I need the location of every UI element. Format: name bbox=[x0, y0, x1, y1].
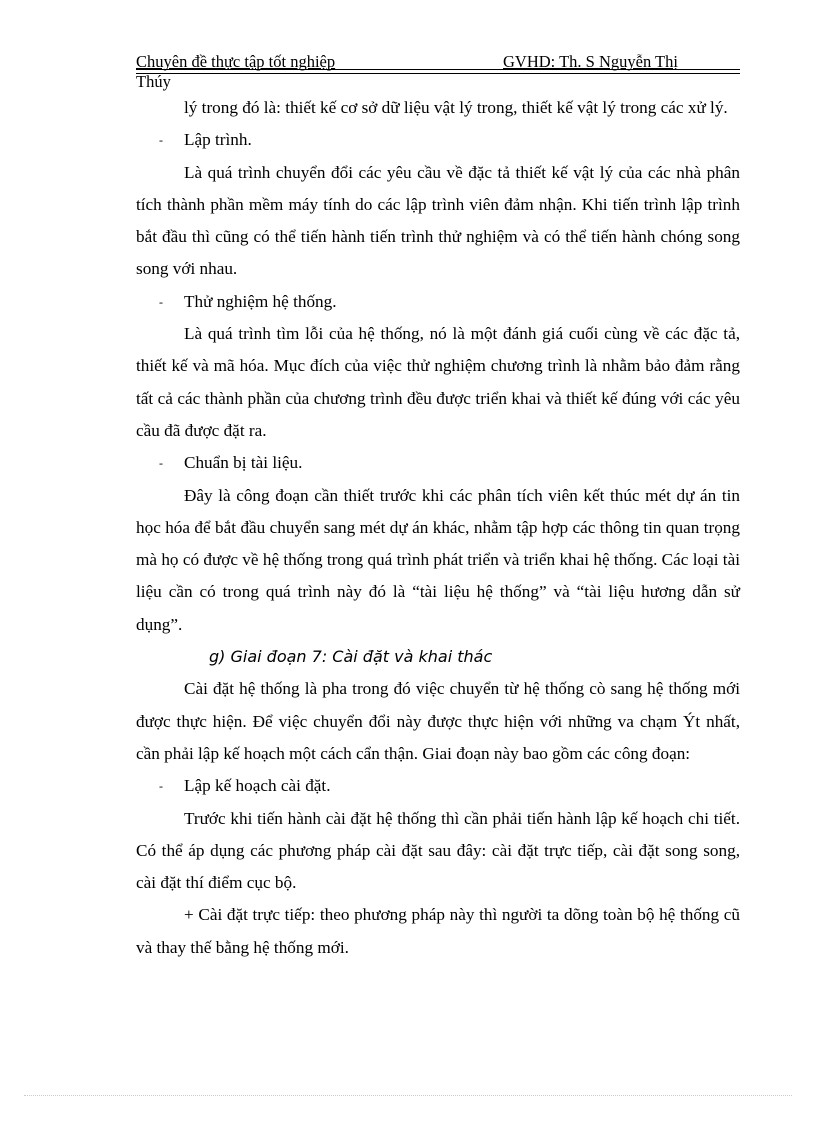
header-title: Chuyên đề thực tập tốt nghiệp bbox=[136, 52, 336, 71]
header-rule bbox=[136, 69, 740, 70]
bullet-dash: - bbox=[159, 456, 163, 471]
bullet-dash: - bbox=[159, 133, 163, 148]
document-body bbox=[136, 92, 740, 964]
section-heading: g) Giai đoạn 7: Cài đặt và khai thác bbox=[209, 647, 493, 667]
header-advisor-continuation: Thúy bbox=[136, 72, 171, 91]
paragraph: lý trong đó là: thiết kế cơ sở dữ liệu vật lý trong, thiết kế vật lý trong các xử lý. bbox=[184, 98, 728, 117]
bullet-dash: - bbox=[159, 294, 163, 309]
page-bottom-divider bbox=[24, 1095, 792, 1096]
paragraph: Là quá trình chuyển đổi các yêu cầu về đặc tả thiết kế vật lý của các nhà phân tích thành phần mềm máy tính do các lập trình viên đảm nhận. Khi tiến trình lập trình bắt đầu thì cũng có thể tiến hành tiến trình thử nghiệm và có thể tiến hành chóng song song với nhau. bbox=[136, 162, 740, 279]
bullet-item: - Lập trình. bbox=[136, 124, 740, 156]
header-advisor: GVHD: Th. S Nguyễn Thị bbox=[503, 52, 678, 71]
paragraph: Đây là công đoạn cần thiết trước khi các phân tích viên kết thúc mét dự án tin học hóa để bắt đầu chuyển sang mét dự án khác, nhằm tập hợp các thông tin quan trọng mà họ có được về hệ thống trong quá trình phát triển và triển khai hệ thống. Các loại tài liệu cần có trong quá trình này đó là “tài liệu hệ thống” và “tài liệu hương dẫn sử dụng”. bbox=[136, 485, 740, 634]
header-rule-thin bbox=[136, 73, 740, 74]
bullet-item: - Lập kế hoạch cài đặt. bbox=[136, 770, 740, 802]
paragraph: Là quá trình tìm lỗi của hệ thống, nó là một đánh giá cuối cùng về các đặc tả, thiết kế và mã hóa. Mục đích của việc thử nghiệm chương trình là nhằm bảo đảm rằng tất cả các thành phần của chương trình đều được triển khai và thiết kế đúng với các yêu cầu đã được đặt ra. bbox=[136, 324, 740, 440]
page-header bbox=[136, 52, 740, 70]
paragraph: + Cài đặt trực tiếp: theo phương pháp này thì người ta dõng toàn bộ hệ thống cũ và thay thế bằng hệ thống mới. bbox=[136, 905, 740, 957]
paragraph: Trước khi tiến hành cài đặt hệ thống thì cần phải tiến hành lập kế hoạch chi tiết. Có thể áp dụng các phương pháp cài đặt sau đây: cài đặt trực tiếp, cài đặt song song, cài đặt thí điểm cục bộ. bbox=[136, 808, 740, 893]
bullet-dash: - bbox=[159, 779, 163, 794]
bullet-item: - Chuẩn bị tài liệu. bbox=[136, 447, 740, 479]
bullet-item: - Thử nghiệm hệ thống. bbox=[136, 286, 740, 318]
paragraph: Cài đặt hệ thống là pha trong đó việc chuyển từ hệ thống cò sang hệ thống mới được thực hiện. Để việc chuyển đổi này được thực hiện với những va chạm Ýt nhất, cần phải lập kế hoạch một cách cẩn thận. Giai đoạn này bao gồm các công đoạn: bbox=[136, 679, 740, 763]
